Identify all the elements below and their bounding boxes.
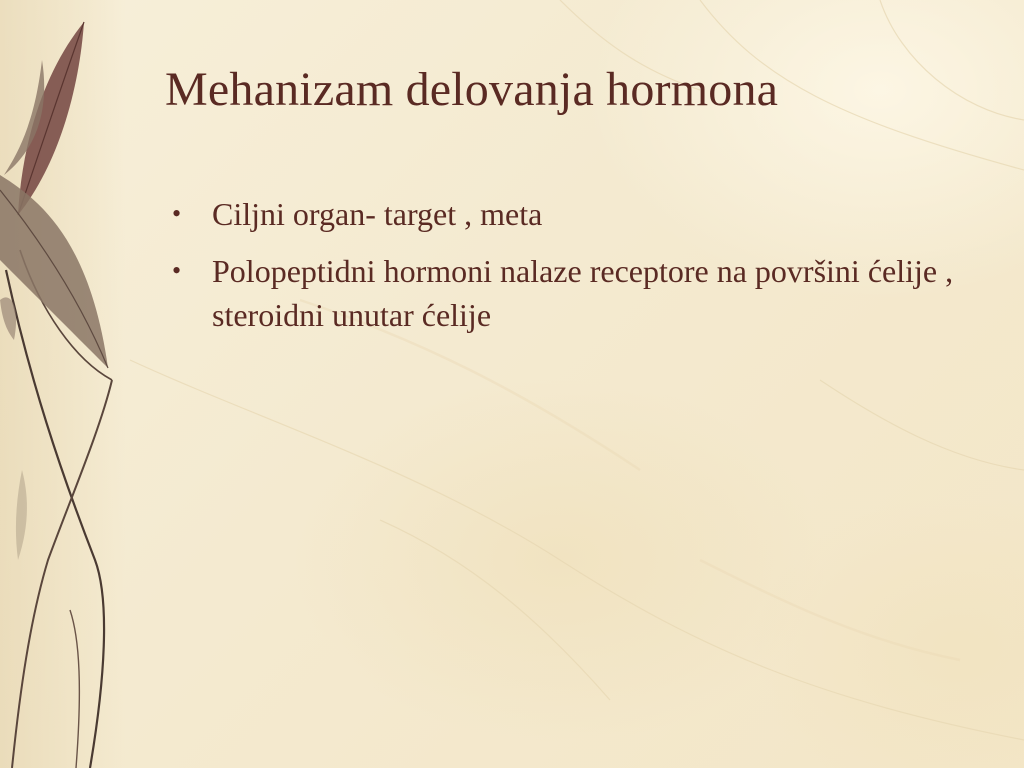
bullet-icon: • [172, 256, 182, 285]
list-item [172, 192, 972, 236]
leaf-branch-decoration [0, 0, 130, 768]
bullet-text: Ciljni organ- target , meta [212, 196, 543, 232]
slide-title: Mehanizam delovanja hormona [165, 63, 779, 116]
list-item [172, 249, 972, 337]
bullet-icon: • [172, 199, 182, 228]
bullet-list [172, 192, 972, 350]
bullet-text: Polopeptidni hormoni nalaze receptore na površini ćelije , steroidni unutar ćelije [212, 253, 954, 333]
